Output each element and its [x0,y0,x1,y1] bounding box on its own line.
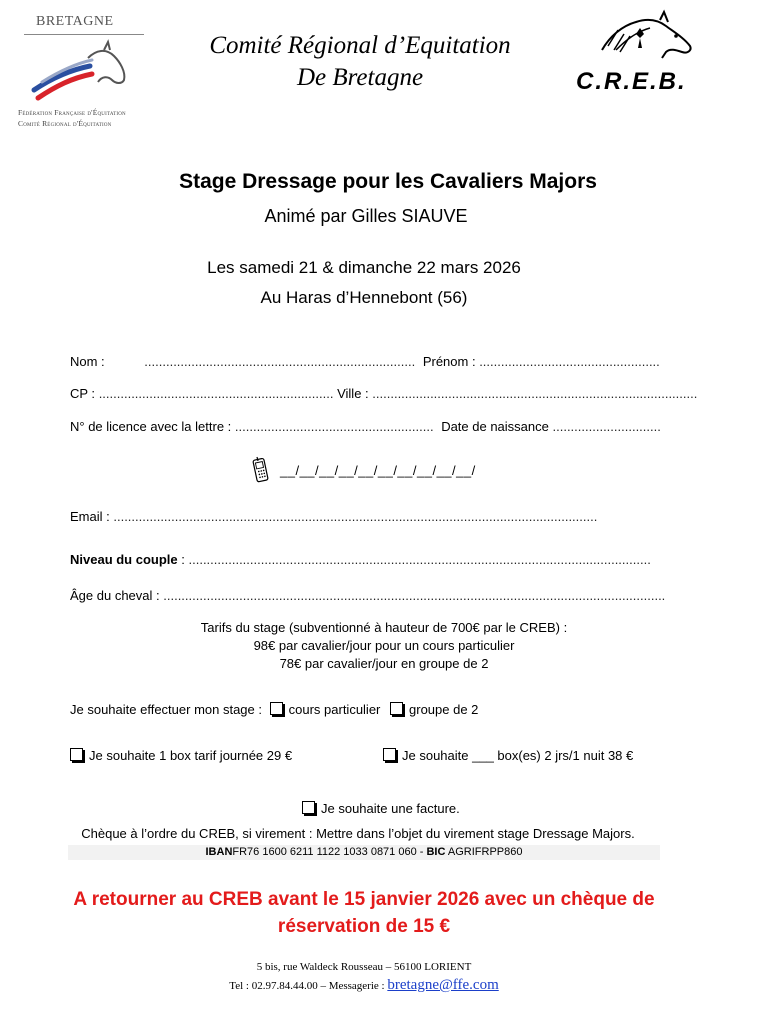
cp-label: CP : [70,386,96,401]
stage-dates: Les samedi 21 & dimanche 22 mars 2026 [207,258,521,277]
stage-host: Animé par Gilles SIAUVE [264,206,468,226]
checkbox-icon[interactable] [70,748,83,761]
naissance-field[interactable]: .............................. [552,419,661,434]
licence-field[interactable]: ....................................................... [234,419,434,434]
tarifs-block [0,619,768,673]
form-row-cp [70,386,698,401]
age-label: Âge du cheval : [70,588,160,603]
stage-location: Au Haras d’Hennebont (56) [260,288,468,307]
checkbox-icon[interactable] [270,702,283,715]
option-particulier-label: cours particulier [288,702,381,717]
header-title-line2: De Bretagne [296,64,424,91]
phone-field[interactable]: __/__/__/__/__/__/__/__/__/__/ [280,463,476,478]
form-row-niveau [70,552,658,567]
ffe-logo-rule [24,34,144,35]
email-label: Email : [70,509,110,524]
ville-label: Ville : [337,386,369,401]
ville-field[interactable]: .......................................................................................... [372,386,698,401]
phone-row [252,455,512,485]
form-row-licence [70,419,661,434]
bic-value: AGRIFRPP860 [445,846,523,858]
creb-logo-text: C.R.E.B. [576,68,687,95]
form-row-nom [70,354,658,369]
niveau-label: Niveau du couple [70,552,178,567]
box-journee-label: Je souhaite 1 box tarif journée 29 € [89,748,293,763]
prenom-label: Prénom : [422,354,476,369]
tarifs-line2: 98€ par cavalier/jour pour un cours particulier [253,638,515,653]
nom-label: Nom : [70,354,105,369]
footer-contact-prefix: Tel : 02.97.84.44.00 – Messagerie : [229,980,385,992]
stage-choice-label: Je souhaite effectuer mon stage : [70,702,262,717]
tarifs-line1: Tarifs du stage (subventionné à hauteur de 700€ par le CREB) : [200,620,568,635]
option-groupe-label: groupe de 2 [409,702,479,717]
horse-head-ermine-icon [596,10,696,66]
checkbox-icon[interactable] [390,702,403,715]
footer-contact [0,976,728,995]
checkbox-icon[interactable] [302,801,315,814]
ffe-bretagne-logo [14,12,144,132]
header-title [160,30,560,94]
facture-row [302,801,460,816]
stage-choice-row [70,702,478,717]
cp-field[interactable]: ................................................................. [98,386,334,401]
form-row-age [70,588,666,603]
facture-label: Je souhaite une facture. [321,801,460,816]
return-note-line1: A retourner au CREB avant le 15 janvier 2026 avec un chèque de [73,889,655,910]
naissance-label: Date de naissance [441,419,549,434]
header-title-line1: Comité Régional d’Equitation [209,32,511,59]
mobile-phone-icon [252,455,270,483]
age-field[interactable]: ........................................................................................................................................... [163,588,666,603]
prenom-field[interactable]: .................................................. [479,354,660,369]
horse-head-ffe-icon [32,38,132,104]
return-note-line2: réservation de 15 € [277,916,451,937]
footer-address: 5 bis, rue Waldeck Rousseau – 56100 LORIENT [256,961,472,973]
form-row-email [70,509,658,524]
licence-label: N° de licence avec la lettre : [70,419,232,434]
tarifs-line3: 78€ par cavalier/jour en groupe de 2 [279,656,489,671]
email-field[interactable]: ...................................................................................................................................... [113,509,598,524]
iban-value: FR76 1600 6211 1122 1033 0871 060 - [232,846,427,858]
creb-logo [568,10,718,100]
stage-title: Stage Dressage pour les Cavaliers Majors [179,170,597,193]
ffe-logo-line1: Fédération Française d'Équitation [18,108,126,117]
checkbox-icon[interactable] [383,748,396,761]
bic-label: BIC [426,846,446,858]
ffe-logo-brand: BRETAGNE [36,14,114,29]
ffe-logo-line2: Comité Régional d'Équitation [18,119,112,128]
return-note [0,886,728,940]
niveau-separator: : [177,552,185,567]
box-nuit-row [383,748,633,763]
nom-field[interactable]: ........................................................................... [144,354,416,369]
box-journee-row [70,748,292,763]
iban-bar [68,845,660,860]
box-nuit-label: Je souhaite ___ box(es) 2 jrs/1 nuit 38 € [402,748,634,763]
footer [0,958,728,995]
cheque-note: Chèque à l’ordre du CREB, si virement : Mettre dans l’objet du virement stage Dressage Majors. [81,826,635,841]
footer-email-link[interactable]: bretagne@ffe.com [387,977,499,993]
iban-label: IBAN [205,846,233,858]
niveau-field[interactable]: ................................................................................................................................ [188,552,651,567]
ffe-logo-subtitle [18,107,148,129]
